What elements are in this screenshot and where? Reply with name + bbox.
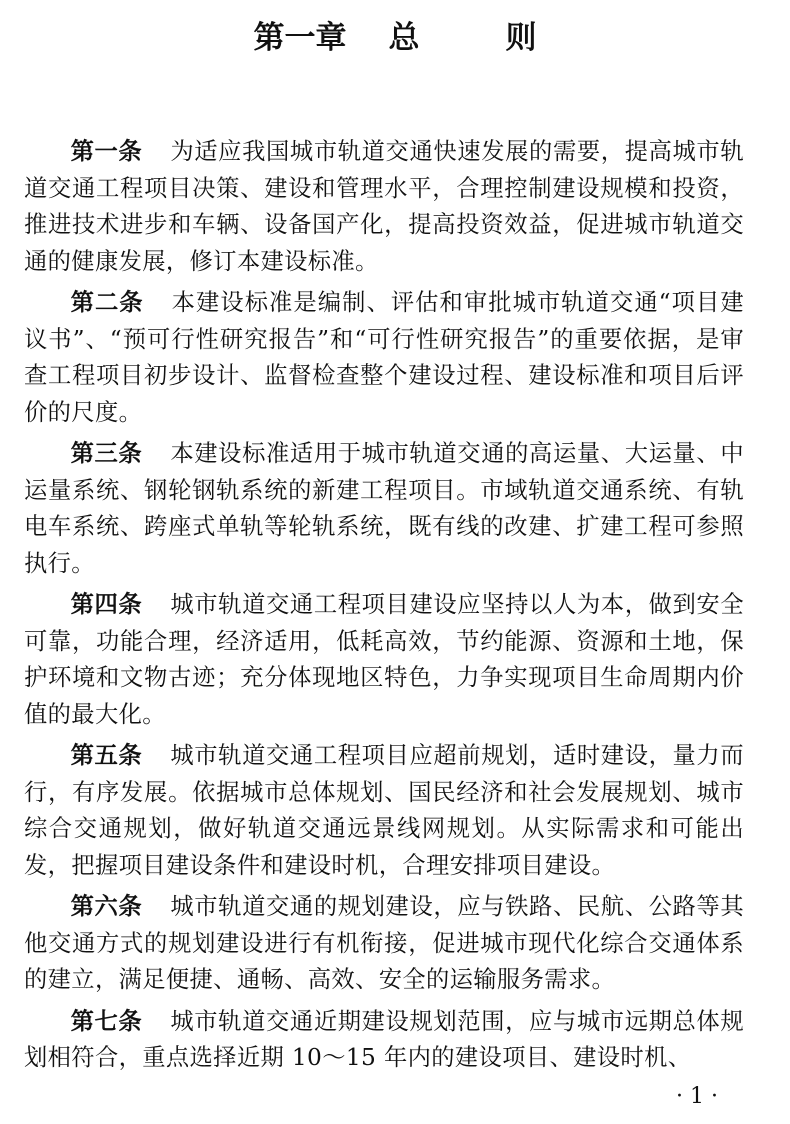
article-text: 本建设标准适用于城市轨道交通的高运量、大运量、中运量系统、钢轮钢轨系统的新建工程项目。市域轨道交通系统、有轨电车系统、跨座式单轨等轮轨系统，既有线的改建、扩建工程可参照执行。 (24, 440, 744, 577)
article-text: 城市轨道交通工程项目应超前规划，适时建设，量力而行，有序发展。依据城市总体规划、国民经济和社会发展规划、城市综合交通规划，做好轨道交通远景线网规划。从实际需求和可能出发，把握项目建设条件和建设时机，合理安排项目建设。 (24, 742, 744, 879)
article-label: 第二条 (70, 289, 144, 316)
article-5 (24, 738, 744, 884)
article-text: 城市轨道交通近期建设规划范围，应与城市远期总体规划相符合，重点选择近期 10～15 年内的建设项目、建设时机、 (24, 1007, 744, 1071)
article-label: 第一条 (70, 138, 143, 165)
article-2 (24, 285, 744, 431)
page-number: · 1 · (676, 1084, 718, 1109)
article-text: 城市轨道交通的规划建设，应与铁路、民航、公路等其他交通方式的规划建设进行有机衔接，促进城市现代化综合交通体系的建立，满足便捷、通畅、高效、安全的运输服务需求。 (24, 893, 744, 993)
article-4 (24, 587, 744, 733)
article-label: 第四条 (70, 591, 143, 618)
chapter-title-part1: 总 (388, 20, 420, 56)
chapter-label: 第一章 (253, 20, 347, 56)
article-7 (24, 1004, 744, 1077)
article-3 (24, 436, 744, 582)
article-label: 第七条 (70, 1007, 143, 1035)
article-6 (24, 889, 744, 999)
article-text: 为适应我国城市轨道交通快速发展的需要，提高城市轨道交通工程项目决策、建设和管理水平，合理控制建设规模和投资，推进技术进步和车辆、设备国产化，提高投资效益，促进城市轨道交通的健康发展，修订本建设标准。 (24, 138, 744, 275)
chapter-title-part2: 则 (505, 20, 537, 56)
article-text: 本建设标准是编制、评估和审批城市轨道交通“项目建议书”、“预可行性研究报告”和“可行性研究报告”的重要依据，是审查工程项目初步设计、监督检查整个建设过程、建设标准和项目后评价的尺度。 (24, 289, 744, 426)
article-label: 第五条 (70, 742, 143, 769)
article-label: 第三条 (70, 440, 143, 467)
article-1 (24, 134, 744, 280)
chapter-body (24, 134, 744, 1082)
chapter-heading (0, 18, 790, 58)
article-label: 第六条 (70, 893, 143, 920)
article-text: 城市轨道交通工程项目建设应坚持以人为本，做到安全可靠，功能合理，经济适用，低耗高效，节约能源、资源和土地，保护环境和文物古迹；充分体现地区特色，力争实现项目生命周期内价值的最大化。 (24, 591, 744, 728)
